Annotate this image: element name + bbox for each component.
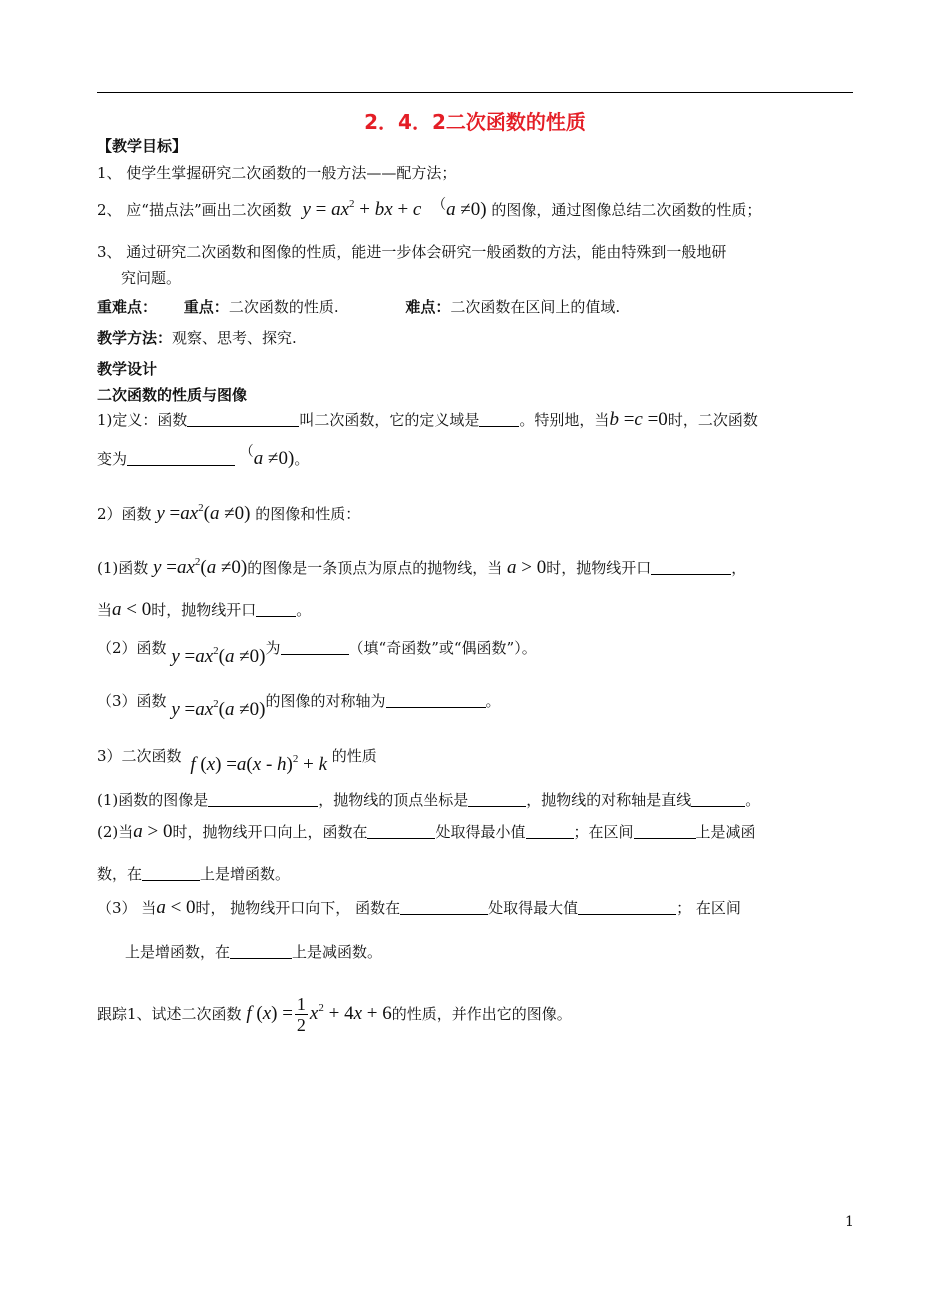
def-text-2: 叫二次函数，它的定义域是 [299,411,480,429]
def-text-6: 。 [294,450,310,468]
part-3-text: 3）二次函数 [97,747,182,765]
section-heading: 二次函数的性质与图像 [97,386,248,404]
formula-y-ax2-b: $y =ax^2(a \ne 0)$ [153,556,248,578]
part-3-item-1 [97,790,760,810]
formula-general-quadratic: $y = ax^2$ + bx + c [302,198,422,220]
p3-3b-text-1: 上是增函数，在 [125,943,231,961]
p3-1-text-2: ，抛物线的顶点坐标是 [318,791,469,809]
p2-3-text-2: 的图像的对称轴为 [265,692,386,710]
track-text-1: 跟踪1、试述二次函数 [97,1004,242,1023]
objective-2-text-end: 的图像，通过图像总结二次函数的性质； [491,201,762,219]
p2-2-text-2: 为 [265,639,281,657]
p3-1-text-1: (1)函数的图像是 [97,791,209,809]
formula-a-positive: a > 0 [507,557,547,578]
page-title: 2．4．2二次函数的性质 [364,110,586,134]
part-2-item-3 [97,685,501,720]
part-2-item-1 [97,552,746,578]
blank-open-down[interactable] [256,601,296,617]
def-text-3: 。特别地，当 [519,411,610,429]
formula-a-nonzero: （a ≠0) [432,198,487,220]
blank-decreasing-interval-2[interactable] [230,943,292,959]
p2-1-text-3: 时，抛物线开口 [546,559,652,577]
objective-3-cont: 究问题。 [121,269,182,287]
key-difficult-points [97,297,620,317]
design-heading: 教学设计 [97,360,158,378]
definition-line-1 [97,410,758,430]
formula-a-negative-2: a < 0 [156,897,196,918]
p3-3b-text-2: 上是减函数。 [292,943,383,961]
blank-axis-symmetry[interactable] [386,692,486,708]
difficult-text: 二次函数在区间上的值域. [450,298,621,316]
part-3-item-3 [97,898,741,918]
p2-1-text-2: 的图像是一条顶点为原点的抛物线，当 [247,559,503,577]
blank-special-form[interactable] [127,450,235,466]
part-2-text-end: 的图像和性质： [255,505,361,523]
p3-3-text-2: 时， 抛物线开口向下， 函数在 [195,899,401,917]
definition-line-2 [97,443,309,469]
objective-3: 3、 通过研究二次函数和图像的性质，能进一步体会研究一般函数的方法，能由特殊到一般地研 [97,243,727,261]
key-text: 二次函数的性质. [228,298,339,316]
p2-2-text-1: （2）函数 [97,639,167,657]
blank-graph-shape[interactable] [208,791,318,807]
blank-parity[interactable] [281,639,349,655]
p3-3-text-3: 处取得最大值 [488,899,579,917]
page-number: 1 [845,1214,854,1230]
p2-1b-period: 。 [296,601,312,619]
p3-3-text-1: （3） 当 [97,899,157,917]
part-3-item-2 [97,822,756,842]
objective-2-text: 2、 应“描点法”画出二次函数 [97,201,292,219]
p2-1b-text-2: 时，抛物线开口 [151,601,257,619]
part-3-text-end: 的性质 [331,747,377,765]
blank-axis-line[interactable] [691,791,745,807]
formula-a-positive-2: a > 0 [133,821,173,842]
blank-open-up[interactable] [651,559,731,575]
track-text-2: 的性质，并作出它的图像。 [391,1004,572,1023]
formula-vertex-form: f (x) =a(x - h)$^2$ + k [190,753,327,775]
def-text-5: 变为 [97,450,128,468]
blank-vertex[interactable] [468,791,526,807]
p3-2-text-1: (2)当 [97,823,134,841]
part-3-item-2-cont [97,864,290,884]
blank-min-point[interactable] [367,823,435,839]
p2-3-period: 。 [485,692,501,710]
p3-2b-text-2: 上是增函数。 [200,865,291,883]
blank-max-value[interactable] [578,899,676,915]
p2-3-text-1: （3）函数 [97,692,167,710]
part-3-item-3-cont [125,942,382,962]
part-2-text: 2）函数 [97,505,152,523]
method-label: 教学方法： [97,329,173,347]
header-rule [97,92,853,93]
method-text: 观察、思考、探究. [172,329,297,347]
blank-min-value[interactable] [526,823,574,839]
formula-y-ax2: $y =ax^2(a \ne 0)$ [156,502,251,524]
p3-1-text-3: ，抛物线的对称轴是直线 [526,791,692,809]
formula-y-ax2-c: $y =ax^2(a \ne 0)$ [171,645,266,667]
difficult-label: 难点： [405,298,451,316]
blank-function-def[interactable] [187,411,299,427]
objective-1: 1、 使学生掌握研究二次函数的一般方法——配方法； [97,164,457,182]
p3-3-text-4: ； 在区间 [676,899,741,917]
track-exercise-1 [97,994,572,1035]
keypoints-label: 重难点： [97,298,158,316]
part-3-heading [97,740,377,775]
formula-a-nonzero-2: （a ≠0) [239,445,295,469]
blank-increasing-interval[interactable] [142,865,200,881]
blank-decreasing-interval[interactable] [634,823,696,839]
part-2-item-2 [97,632,537,667]
formula-track-function: f (x) = $\frac{1}{2}$ $x^2 + 4x + 6$ [246,994,392,1035]
p3-1-period: 。 [745,791,761,809]
p2-1b-text-1: 当 [97,601,113,619]
def-text-4: 时，二次函数 [667,411,758,429]
part-2-heading [97,498,360,524]
formula-y-ax2-d: $y =ax^2(a \ne 0)$ [171,698,266,720]
part-2-item-1-cont [97,600,311,620]
p3-2-text-4: ；在区间 [573,823,634,841]
p2-2-text-3: （填“奇函数”或“偶函数”）。 [348,639,537,657]
teaching-method [97,328,297,348]
blank-domain[interactable] [479,411,519,427]
objectives-heading: 【教学目标】 [97,137,188,155]
p3-2-text-2: 时，抛物线开口向上，函数在 [172,823,368,841]
key-label: 重点： [183,298,229,316]
def-text-1: 1)定义：函数 [97,411,188,429]
p3-2-text-3: 处取得最小值 [435,823,526,841]
formula-b-c-zero: b =c =0 [609,409,668,430]
p2-1-comma: ， [731,559,747,577]
formula-a-negative: a < 0 [112,599,152,620]
blank-max-point[interactable] [400,899,488,915]
p2-1-text-1: (1)函数 [97,559,149,577]
p3-2-text-5: 上是减函 [695,823,756,841]
objective-2 [97,194,761,220]
p3-2b-text-1: 数，在 [97,865,143,883]
